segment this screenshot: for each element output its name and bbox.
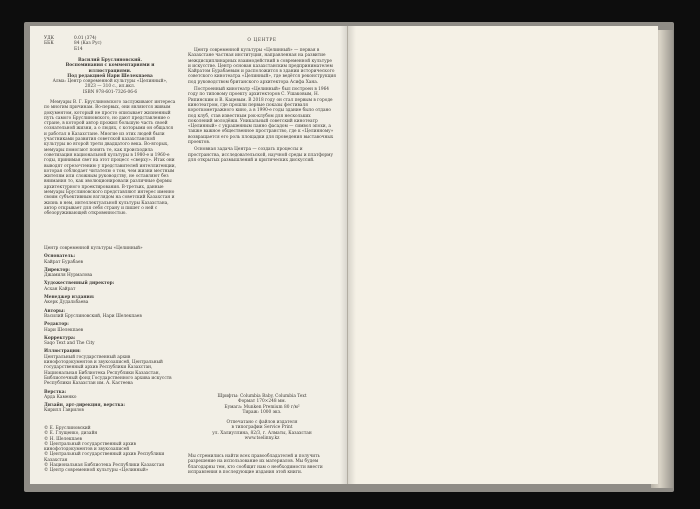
about-paragraph: Основная задача Центра — создать процессы и пространства, исследовательской, научной среды и платформу для открытых размышлений и критических дискуссий. [188,147,334,163]
isbn-line: ISBN 978-601-7326-06-6 [82,89,138,95]
catalog-value: 0.01 (374) [74,36,97,41]
credit-entry [44,336,176,347]
credit-entry [44,295,176,306]
credit-value: Асхан Кайрат [44,286,76,292]
left-page [30,26,348,484]
credit-value: Центральный государственный архив кинофотодокументов и звукозаписей, Центральный государственный архив Республики Казахстан, Национальная Библиотека Республики Казахстан, Библиотечный фонд Государственного архива искусств Республики Казахстан им. А. Кастеева [44,354,172,387]
about-block [188,48,336,165]
publisher-line: Алма: Центр современной культуры «Целинный», [52,79,168,85]
book-title: Воспоминания с комментариями и иллюстрациями. [65,63,155,74]
catalog-code: УДК [44,36,54,41]
imprint-line: Шрифты: Columbia Baby, Columbia Text [217,394,307,399]
credit-label: Менеджер издания: [44,295,95,301]
annotation-paragraph: Мемуары В. Г. Бруслиновского заслуживают интереса по многим причинам. Во-первых, они являются живым документом, который не просто описывает жизненный путь самого Бруслиновского, но дают представление о стране, в которой автор прожил большую часть своей сознательной жизни, а о людях, с которыми он общался и работал в Казахстане. Многие из этих людей были участниками развития советской казахстанской культуры во второй трети двадцатого века. Во-вторых, мемуары помогают понять те, как происходила советизация национальной культуры в 1980-е и 1960-е годы, принимая свет на этот процесс «сверху». Итак они выводят отрезочтению у представителей интеллигенции, которая соблюдает читателю о том, чем жизни местным жителям или сложным руководству, не оставляют без внимания то, как эволюционировали различные формы архитектурного проектирования. В-третьих, данные мемуары Бруслиновского представляют интерес именно своим субъективным взглядом на советский Казахстан и жизнь в нем, интеллектуальной культуры Казахстана, автор открывает для себя страну и пишет о ней с обезоруживающей откровенностью. [44,100,176,217]
book-editor: Под редакцией Нари Шелекпаева [67,73,153,79]
credit-value: Кайрат Бурабаев [44,259,83,265]
copyright-line: © Е. Глущенко, дизайн [44,431,98,437]
credit-entry [44,390,176,401]
catalog-code [44,47,66,52]
imprint-line: Тираж: 1000 экз. [242,409,282,415]
book-author: Василий Бруслиновский. [78,58,142,63]
imprint-line: в типографии Service Print [231,425,293,431]
catalog-code: ББК [44,41,54,47]
copyright-line: © Центральный государственный архив кинофотодокументов и звукозаписей [44,441,136,453]
credit-entry [44,349,176,386]
copyright-line: © Н. Шелекпаев [44,436,82,442]
pages-line: 2023 — 310 с., ил.вкл. [84,84,136,90]
title-block [50,58,170,95]
credit-label: Авторы: [44,308,65,314]
credit-value: Акерк Дудальбаева [44,300,89,306]
catalog-row [44,47,164,52]
credit-label: Верстка: [44,389,67,395]
copyright-line: © Центр современной культуры «Целинный» [44,468,149,474]
credit-label: Художественный директор: [44,281,115,287]
credit-value: Арда Каменко [44,394,77,400]
imprint-block [188,394,336,441]
credit-value: Василий Бруслиновский, Нари Шелекпаев [44,313,142,319]
credit-label: Корректура: [44,335,76,341]
credit-value: Нари Шелекпаев [44,327,84,333]
credit-value: Центр современной культуры «Целинный» [44,246,143,251]
credit-entry [44,254,176,265]
imprint-line: Формат 170×248 мм. [238,399,286,405]
copyright-line: © Национальная Библиотека Республики Казахстан [44,463,165,469]
annotation-block [44,100,176,219]
credit-value: Джамиля Нурмалова [44,273,93,279]
credits-block [44,246,176,417]
right-page-blank [348,26,658,484]
imprint-line: Отпечатано с файлов издателя [226,420,298,426]
copyright-block [44,426,176,474]
credit-entry [44,309,176,320]
book-gutter [340,26,356,484]
imprint-line: Бумага: Munken Premium 80 г/м² [224,404,300,410]
copyright-line: © Центральный государственный архив Республики Казахстан [44,452,165,463]
credit-value: Saqo Text and The City [44,341,95,347]
credit-label: Основатель: [44,254,76,260]
credit-entry [44,281,176,292]
credit-entry [44,403,176,414]
credit-label: Директор: [44,267,70,273]
about-paragraph: Построенный кинотеатр «Целинный» был построен в 1964 году по типовому проекту архитекторов С. Ушаковым, Н. Рипинским и В. Кацевым. В 2018 году он стал первым в городе кинотеатром, где прошли первые показы фестиваля короткометражного кино, а в 1990-е годы здание было отдано под клуб, став известным рок-клубом для нескольких поколений молодёжи. Уникальный советский кинотеатр «Целинный» с украшенным панно фасадом — символ эпохи, а также важное общественное пространство, где к «Целинному» возвращается его роль площадки для проведения выставочных проектов. [188,87,334,146]
closing-note: Мы стремились найти всех правообладателей и получить разрешение на использование их материалов. Мы будем благодарны тем, кто сообщит нам о необходимости внести исправления в последующие издания этой книги. [188,454,323,475]
about-header: О ЦЕНТРЕ [247,38,277,43]
catalog-value: 84 (Каз Рус) [74,41,102,47]
credit-label: Редактор: [44,322,69,328]
catalog-block [44,36,164,52]
about-paragraph: Центр современной культуры «Целинный» — первая в Казахстане частная институция, направленная на развитие междисциплинарных взаимодействий в современной культуре и искусстве. Центр основан казахстанским предпринимателем Кайратом Бурабаевым и расположится в здании исторического советского кинотеатра «Целинный», где ведётся реконструкция под руководством британского архитектора Асифа Хана. [188,48,336,85]
credit-entry [44,322,176,333]
credit-value: Кирилл Гаврилов [44,408,84,414]
credit-label: Дизайн, арт-дирекция, верстка: [44,403,125,409]
imprint-line: ул. Халиуллина, 82/3, г. Алматы, Казахстан [212,430,312,436]
credit-entry [44,246,176,251]
copyright-line: © Е. Бруслиновский [44,426,91,431]
credit-entry [44,268,176,279]
credit-label: Иллюстрации: [44,349,81,355]
catalog-value: Б14 [74,46,83,52]
imprint-line: www.tselinny.kz [244,436,280,442]
